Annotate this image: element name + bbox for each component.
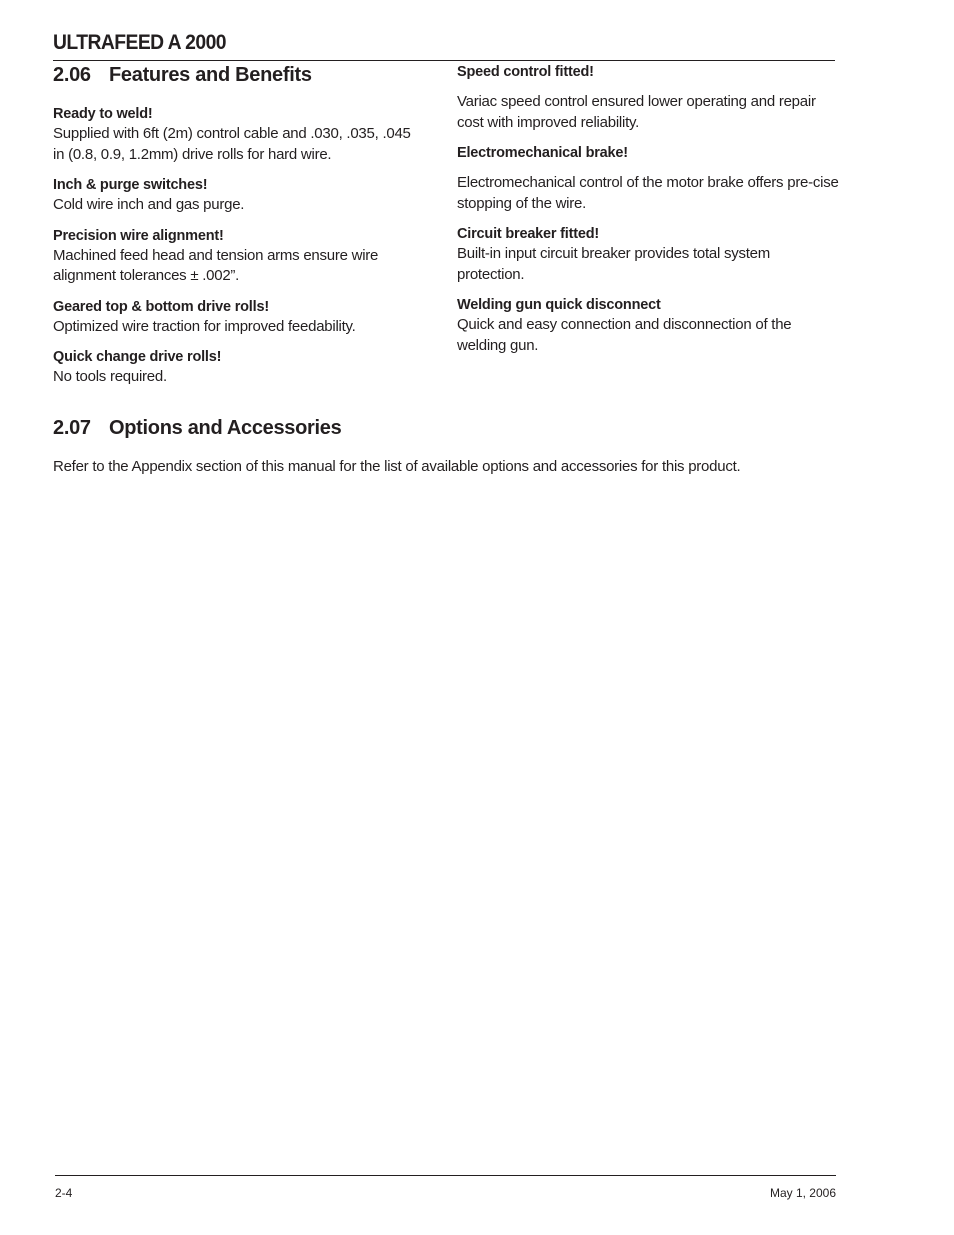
feature-item	[457, 143, 839, 214]
feature-body: Quick and easy connection and disconnection of the welding gun.	[457, 316, 792, 354]
footer-date: May 1, 2006	[769, 1186, 836, 1200]
feature-body: Cold wire inch and gas purge.	[53, 196, 245, 213]
feature-title: Inch & purge switches!	[53, 177, 208, 193]
feature-body: Optimized wire traction for improved feedability.	[53, 317, 356, 335]
feature-title: Ready to weld!	[53, 106, 153, 122]
feature-item	[53, 175, 413, 216]
feature-title: Circuit breaker fitted!	[457, 226, 600, 242]
section-number: 2.07	[53, 417, 91, 439]
feature-title: Speed control fitted!	[457, 64, 594, 80]
page-header	[53, 30, 835, 61]
feature-body: No tools required.	[53, 368, 167, 385]
feature-title: Electromechanical brake!	[457, 145, 628, 161]
feature-body: Built-in input circuit breaker provides total system protection.	[457, 245, 770, 283]
feature-title: Precision wire alignment!	[53, 227, 224, 244]
feature-body: Electromechanical control of the motor brake offers pre-cise stopping of the wire.	[457, 174, 839, 212]
section-number: 2.06	[53, 64, 91, 86]
feature-item	[53, 104, 413, 165]
options-paragraph: Refer to the Appendix section of this manual for the list of available options and accessories for this product.	[53, 458, 741, 475]
options-section	[53, 415, 853, 477]
feature-body: Machined feed head and tension arms ensure wire alignment tolerances ± .002”.	[53, 246, 379, 284]
section-title: Features and Benefits	[109, 64, 312, 86]
features-right-column	[457, 62, 839, 356]
feature-body: Variac speed control ensured lower operating and repair cost with improved reliability.	[457, 93, 816, 131]
feature-title: Geared top & bottom drive rolls!	[53, 298, 269, 315]
feature-item	[457, 62, 839, 133]
feature-item	[53, 347, 413, 388]
page-number: 2-4	[55, 1186, 73, 1200]
feature-body: Supplied with 6ft (2m) control cable and .030, .035, .045 in (0.8, 0.9, 1.2mm) drive rolls for hard wire.	[53, 125, 411, 163]
feature-item	[53, 297, 413, 338]
feature-title: Welding gun quick disconnect	[457, 297, 661, 313]
page-footer	[55, 1175, 836, 1206]
product-title: ULTRAFEED A 2000	[53, 31, 226, 54]
section-heading-207	[53, 415, 853, 441]
features-left-column	[53, 62, 413, 388]
section-heading-206	[53, 62, 413, 88]
feature-item	[53, 226, 413, 287]
feature-item	[457, 224, 839, 285]
section-title: Options and Accessories	[109, 417, 342, 439]
feature-item	[457, 295, 839, 356]
feature-title: Quick change drive rolls!	[53, 349, 222, 365]
